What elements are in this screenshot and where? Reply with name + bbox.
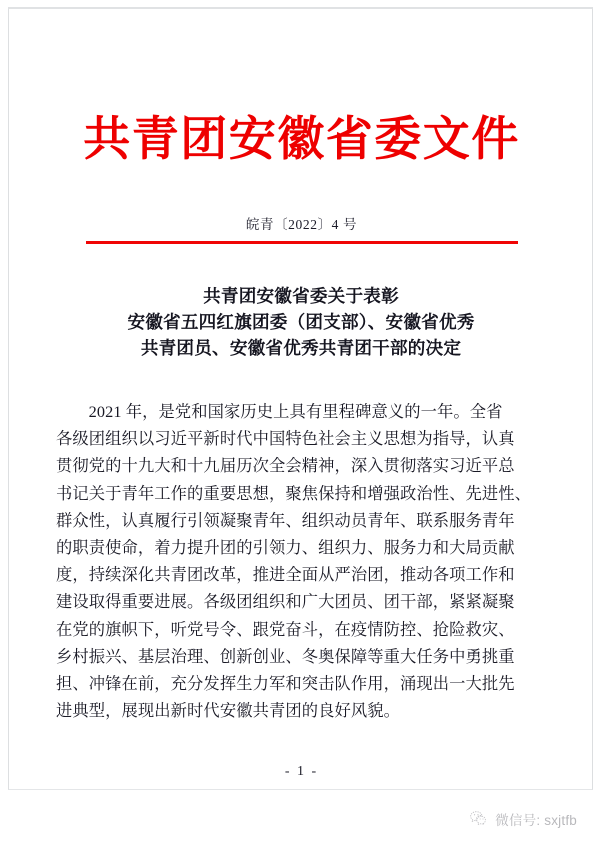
red-separator-rule — [86, 241, 518, 244]
body-line: 度，持续深化共青团改革，推进全面从严治团，推动各项工作和 — [56, 565, 515, 585]
wechat-icon — [469, 809, 488, 828]
body-line: 进典型，展现出新时代安徽共青团的良好风貌。 — [56, 701, 401, 721]
body-line: 书记关于青年工作的重要思想，聚焦保持和增强政治性、先进性、 — [56, 483, 532, 503]
masthead-title: 共青团安徽省委文件 — [83, 112, 520, 167]
document-heading — [31, 284, 571, 362]
document-number: 皖青〔2022〕4 号 — [245, 217, 358, 232]
heading-line: 安徽省五四红旗团委（团支部）、安徽省优秀 — [127, 312, 475, 333]
body-line: 的职责使命，着力提升团的引领力、组织力、服务力和大局贡献 — [56, 538, 515, 558]
body-line: 在党的旗帜下，听党号令、跟党奋斗，在疫情防控、抢险救灾、 — [56, 619, 515, 639]
page-number: - 1 - — [284, 764, 319, 779]
body-line: 各级团组织以习近平新时代中国特色社会主义思想为指导，认真 — [56, 429, 515, 449]
body-line: 2021 年，是党和国家历史上具有里程碑意义的一年。全省 — [88, 402, 503, 421]
body-line: 建设取得重要进展。各级团组织和广大团员、团干部，紧紧凝聚 — [56, 592, 515, 612]
watermark-group — [469, 809, 577, 829]
body-line: 担、冲锋在前，充分发挥生力军和突击队作用，涌现出一大批先 — [56, 674, 515, 694]
body-line: 乡村振兴、基层治理、创新创业、冬奥保障等重大任务中勇挑重 — [56, 646, 515, 666]
document-page — [8, 7, 593, 790]
watermark-bar — [0, 791, 601, 846]
body-line: 贯彻党的十九大和十九届历次全会精神，深入贯彻落实习近平总 — [56, 456, 515, 476]
watermark-text: 微信号: sxjtfb — [495, 812, 577, 828]
body-paragraph — [56, 398, 548, 724]
body-line: 群众性，认真履行引领凝聚青年、组织动员青年、联系服务青年 — [56, 510, 515, 530]
document-body — [56, 398, 548, 724]
heading-line: 共青团安徽省委关于表彰 — [203, 286, 399, 307]
masthead — [9, 114, 593, 166]
heading-line: 共青团员、安徽省优秀共青团干部的决定 — [140, 338, 462, 359]
